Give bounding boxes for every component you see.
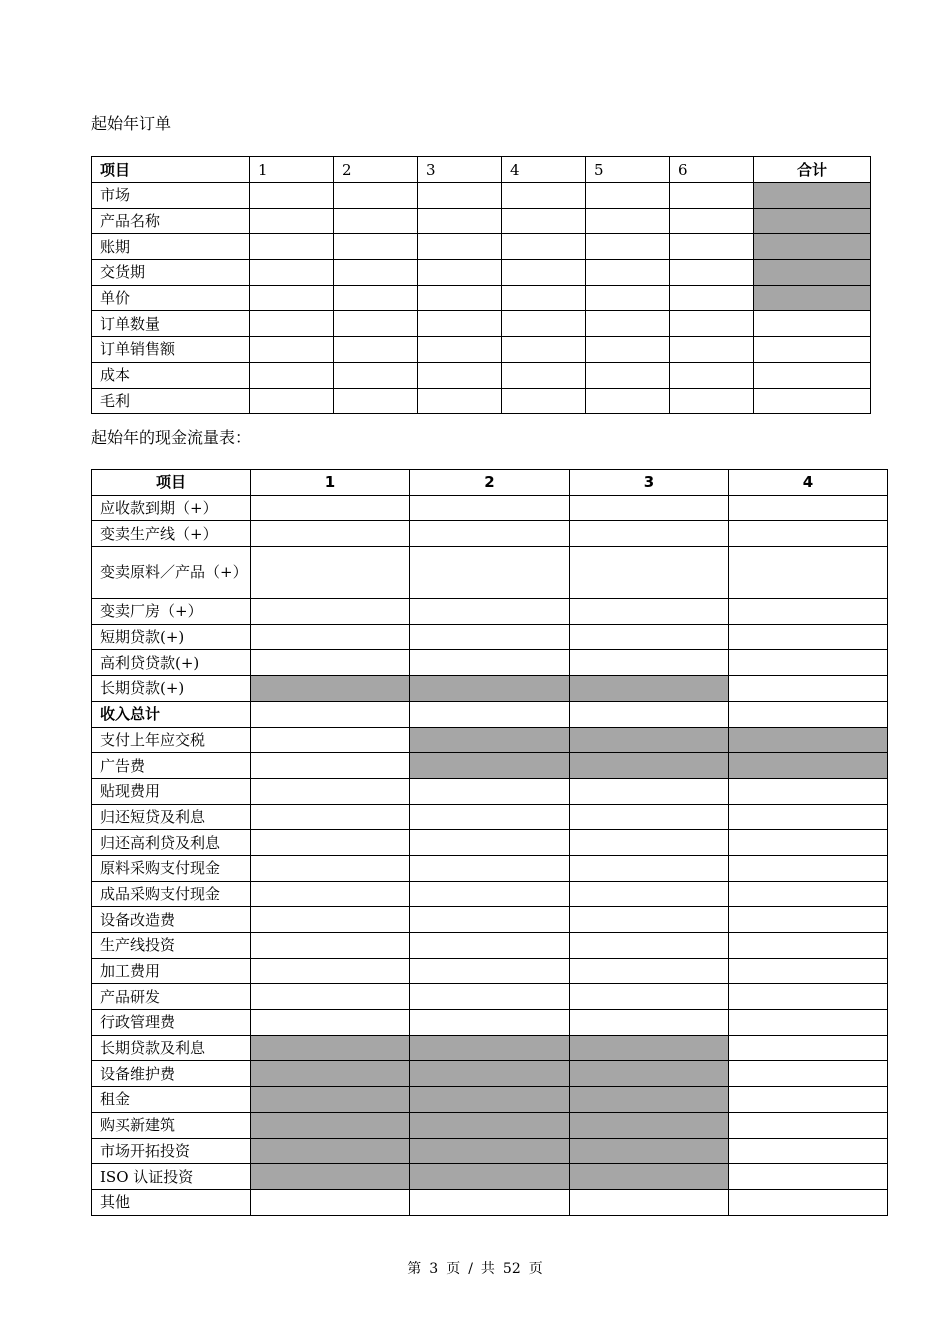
- cash-row: [92, 804, 888, 830]
- cash-cell[interactable]: [729, 1087, 888, 1113]
- orders-row: [92, 234, 871, 260]
- orders-table: [91, 156, 871, 414]
- cash-cell[interactable]: [570, 1010, 729, 1036]
- cash-cell[interactable]: [570, 727, 729, 753]
- orders-cell[interactable]: [670, 362, 754, 388]
- cash-cell[interactable]: [251, 830, 410, 856]
- orders-cell[interactable]: [670, 260, 754, 286]
- cash-cell[interactable]: [570, 624, 729, 650]
- cash-cell[interactable]: [570, 1061, 729, 1087]
- orders-cell[interactable]: [586, 285, 670, 311]
- cash-row-label: 购买新建筑: [92, 1112, 251, 1138]
- cash-cell[interactable]: [570, 1035, 729, 1061]
- orders-row-label: 订单数量: [92, 311, 250, 337]
- cash-row-label: 变卖厂房（+）: [92, 599, 251, 625]
- cash-cell[interactable]: [729, 933, 888, 959]
- cash-cell[interactable]: [729, 624, 888, 650]
- cash-row: [92, 1138, 888, 1164]
- orders-cell[interactable]: [418, 311, 502, 337]
- cash-cell[interactable]: [729, 1138, 888, 1164]
- cash-row-label: 贴现费用: [92, 778, 251, 804]
- cash-cell[interactable]: [729, 804, 888, 830]
- orders-cell[interactable]: [670, 311, 754, 337]
- cash-row: [92, 984, 888, 1010]
- orders-cell[interactable]: [250, 388, 334, 414]
- cash-cell[interactable]: [729, 855, 888, 881]
- orders-cell[interactable]: [334, 285, 418, 311]
- orders-row: [92, 337, 871, 363]
- cash-row: [92, 1010, 888, 1036]
- orders-row: [92, 285, 871, 311]
- cash-row: [92, 599, 888, 625]
- cash-header-cell: 2: [410, 470, 570, 496]
- cash-cell[interactable]: [570, 1189, 729, 1215]
- cash-cell[interactable]: [410, 1112, 570, 1138]
- orders-cell[interactable]: [334, 337, 418, 363]
- orders-header-cell: 合计: [754, 157, 871, 183]
- orders-cell[interactable]: [334, 260, 418, 286]
- cash-cell[interactable]: [251, 1138, 410, 1164]
- cash-cell[interactable]: [729, 1189, 888, 1215]
- orders-cell[interactable]: [502, 311, 586, 337]
- cash-cell[interactable]: [410, 650, 570, 676]
- cash-cell[interactable]: [251, 1164, 410, 1190]
- footer-suffix: 页: [528, 1261, 543, 1277]
- cash-row-label: 广告费: [92, 753, 251, 779]
- cash-cell[interactable]: [410, 727, 570, 753]
- cash-cell[interactable]: [729, 650, 888, 676]
- cash-cell[interactable]: [251, 1087, 410, 1113]
- cash-cell[interactable]: [251, 1035, 410, 1061]
- cash-cell[interactable]: [251, 1010, 410, 1036]
- orders-cell[interactable]: [586, 311, 670, 337]
- cash-header-cell: 项目: [92, 470, 251, 496]
- cash-row: [92, 701, 888, 727]
- orders-cell[interactable]: [334, 234, 418, 260]
- orders-row: [92, 388, 871, 414]
- orders-cell[interactable]: [418, 362, 502, 388]
- cash-cell[interactable]: [570, 804, 729, 830]
- cash-cell[interactable]: [570, 1087, 729, 1113]
- orders-cell[interactable]: [334, 183, 418, 209]
- orders-cell[interactable]: [250, 260, 334, 286]
- cash-row: [92, 650, 888, 676]
- cash-cell[interactable]: [251, 727, 410, 753]
- cash-row: [92, 676, 888, 702]
- cash-row-label: 原料采购支付现金: [92, 855, 251, 881]
- orders-cell[interactable]: [586, 234, 670, 260]
- cash-row-label: 短期贷款(+): [92, 624, 251, 650]
- orders-cell[interactable]: [670, 183, 754, 209]
- cash-cell[interactable]: [251, 778, 410, 804]
- cash-cell[interactable]: [251, 521, 410, 547]
- orders-cell[interactable]: [754, 285, 871, 311]
- cash-header-cell: 4: [729, 470, 888, 496]
- footer-total-prefix: 共: [480, 1261, 495, 1277]
- cash-cell[interactable]: [251, 599, 410, 625]
- cash-cell[interactable]: [251, 1112, 410, 1138]
- cash-row-label: 生产线投资: [92, 933, 251, 959]
- cash-cell[interactable]: [570, 907, 729, 933]
- cash-cell[interactable]: [729, 830, 888, 856]
- cash-cell[interactable]: [410, 753, 570, 779]
- orders-row-label: 成本: [92, 362, 250, 388]
- cash-cell[interactable]: [251, 624, 410, 650]
- cash-cell[interactable]: [251, 855, 410, 881]
- cash-row: [92, 933, 888, 959]
- cash-cell[interactable]: [570, 778, 729, 804]
- orders-cell[interactable]: [502, 362, 586, 388]
- cash-cell[interactable]: [729, 1164, 888, 1190]
- orders-cell[interactable]: [754, 234, 871, 260]
- cash-row: [92, 958, 888, 984]
- cash-row: [92, 881, 888, 907]
- cash-cell[interactable]: [729, 547, 888, 599]
- orders-cell[interactable]: [418, 260, 502, 286]
- footer-total-pages: 52: [502, 1261, 521, 1277]
- orders-cell[interactable]: [586, 183, 670, 209]
- orders-cell[interactable]: [334, 208, 418, 234]
- orders-row-label: 市场: [92, 183, 250, 209]
- orders-row-label: 毛利: [92, 388, 250, 414]
- orders-header-cell: 项目: [92, 157, 250, 183]
- cash-cell[interactable]: [251, 650, 410, 676]
- cash-cell[interactable]: [729, 1035, 888, 1061]
- cash-cell[interactable]: [251, 547, 410, 599]
- orders-row: [92, 208, 871, 234]
- orders-header-cell: 6: [670, 157, 754, 183]
- orders-cell[interactable]: [586, 208, 670, 234]
- cash-cell[interactable]: [410, 1010, 570, 1036]
- orders-cell[interactable]: [754, 337, 871, 363]
- cash-row-label: 市场开拓投资: [92, 1138, 251, 1164]
- cash-cell[interactable]: [410, 547, 570, 599]
- cash-cell[interactable]: [570, 599, 729, 625]
- cash-cell[interactable]: [729, 1061, 888, 1087]
- cash-cell[interactable]: [570, 1138, 729, 1164]
- orders-row: [92, 260, 871, 286]
- cash-cell[interactable]: [410, 1138, 570, 1164]
- cash-cell[interactable]: [410, 701, 570, 727]
- orders-row: [92, 362, 871, 388]
- cash-cell[interactable]: [410, 1035, 570, 1061]
- orders-cell[interactable]: [754, 183, 871, 209]
- cash-row-label: 其他: [92, 1189, 251, 1215]
- footer-page-word: 页: [446, 1261, 461, 1277]
- cash-row: [92, 1189, 888, 1215]
- cash-cell[interactable]: [570, 753, 729, 779]
- cash-row: [92, 547, 888, 599]
- cash-cell[interactable]: [729, 521, 888, 547]
- cash-cell[interactable]: [570, 650, 729, 676]
- cash-cell[interactable]: [729, 1010, 888, 1036]
- cash-header-cell: 1: [251, 470, 410, 496]
- orders-row: [92, 311, 871, 337]
- orders-cell[interactable]: [334, 388, 418, 414]
- cash-cell[interactable]: [729, 676, 888, 702]
- cash-cell[interactable]: [251, 701, 410, 727]
- cash-row: [92, 778, 888, 804]
- orders-cell[interactable]: [334, 311, 418, 337]
- cash-cell[interactable]: [251, 958, 410, 984]
- orders-cell[interactable]: [670, 234, 754, 260]
- cash-cell[interactable]: [251, 804, 410, 830]
- orders-header-row: [92, 157, 871, 183]
- orders-cell[interactable]: [502, 337, 586, 363]
- orders-header-cell: 5: [586, 157, 670, 183]
- cash-cell[interactable]: [410, 676, 570, 702]
- cash-row-label: 归还高利贷及利息: [92, 830, 251, 856]
- orders-cell[interactable]: [754, 388, 871, 414]
- cash-row: [92, 1164, 888, 1190]
- cash-cell[interactable]: [570, 701, 729, 727]
- cash-cell[interactable]: [570, 855, 729, 881]
- cash-cell[interactable]: [729, 1112, 888, 1138]
- cash-cell[interactable]: [570, 1164, 729, 1190]
- cash-cell[interactable]: [410, 804, 570, 830]
- cash-row-label: 租金: [92, 1087, 251, 1113]
- footer-prefix: 第: [407, 1261, 422, 1277]
- cash-row-label: 高利贷贷款(+): [92, 650, 251, 676]
- orders-row-label: 单价: [92, 285, 250, 311]
- orders-cell[interactable]: [586, 388, 670, 414]
- cash-row: [92, 855, 888, 881]
- cash-row-label: 行政管理费: [92, 1010, 251, 1036]
- orders-cell[interactable]: [334, 362, 418, 388]
- orders-row-label: 交货期: [92, 260, 250, 286]
- orders-cell[interactable]: [670, 388, 754, 414]
- cash-cell[interactable]: [729, 881, 888, 907]
- cash-row-label: 产品研发: [92, 984, 251, 1010]
- cash-cell[interactable]: [410, 521, 570, 547]
- cash-cell[interactable]: [729, 599, 888, 625]
- cash-header-row: [92, 470, 888, 496]
- cash-row-label: 变卖生产线（+）: [92, 521, 251, 547]
- orders-header-cell: 2: [334, 157, 418, 183]
- cash-cell[interactable]: [251, 676, 410, 702]
- orders-cell[interactable]: [502, 183, 586, 209]
- cash-cell[interactable]: [570, 984, 729, 1010]
- cash-cell[interactable]: [410, 958, 570, 984]
- orders-cell[interactable]: [418, 208, 502, 234]
- orders-cell[interactable]: [418, 388, 502, 414]
- cash-cell[interactable]: [251, 1061, 410, 1087]
- orders-cell[interactable]: [670, 285, 754, 311]
- orders-row-label: 订单销售额: [92, 337, 250, 363]
- cash-row: [92, 1061, 888, 1087]
- cash-cell[interactable]: [410, 1164, 570, 1190]
- cash-cell[interactable]: [251, 495, 410, 521]
- orders-cell[interactable]: [418, 183, 502, 209]
- cash-row-label: 应收款到期（+）: [92, 495, 251, 521]
- cash-cell[interactable]: [729, 701, 888, 727]
- cash-flow-title: 起始年的现金流量表：: [91, 428, 252, 447]
- cash-cell[interactable]: [729, 984, 888, 1010]
- cash-cell[interactable]: [410, 778, 570, 804]
- cash-cell[interactable]: [251, 933, 410, 959]
- orders-cell[interactable]: [502, 234, 586, 260]
- cash-cell[interactable]: [729, 727, 888, 753]
- orders-cell[interactable]: [502, 260, 586, 286]
- cash-cell[interactable]: [251, 907, 410, 933]
- cash-row: [92, 1087, 888, 1113]
- cash-cell[interactable]: [570, 676, 729, 702]
- orders-cell[interactable]: [670, 337, 754, 363]
- orders-cell[interactable]: [418, 234, 502, 260]
- cash-cell[interactable]: [251, 1189, 410, 1215]
- cash-row: [92, 907, 888, 933]
- orders-row-label: 产品名称: [92, 208, 250, 234]
- orders-cell[interactable]: [586, 362, 670, 388]
- cash-row: [92, 727, 888, 753]
- cash-cell[interactable]: [570, 1112, 729, 1138]
- cash-cell[interactable]: [410, 495, 570, 521]
- orders-cell[interactable]: [586, 260, 670, 286]
- orders-cell[interactable]: [250, 337, 334, 363]
- cash-cell[interactable]: [410, 830, 570, 856]
- cash-cell[interactable]: [410, 1061, 570, 1087]
- cash-cell[interactable]: [410, 1087, 570, 1113]
- orders-cell[interactable]: [502, 388, 586, 414]
- cash-cell[interactable]: [410, 984, 570, 1010]
- orders-cell[interactable]: [754, 362, 871, 388]
- orders-cell[interactable]: [754, 208, 871, 234]
- cash-cell[interactable]: [729, 753, 888, 779]
- orders-cell[interactable]: [418, 285, 502, 311]
- cash-cell[interactable]: [729, 778, 888, 804]
- cash-header-cell: 3: [570, 470, 729, 496]
- cash-row: [92, 753, 888, 779]
- orders-cell[interactable]: [250, 311, 334, 337]
- cash-cell[interactable]: [410, 1189, 570, 1215]
- orders-cell[interactable]: [250, 362, 334, 388]
- cash-row-label: 支付上年应交税: [92, 727, 251, 753]
- cash-cell[interactable]: [729, 907, 888, 933]
- orders-cell[interactable]: [754, 311, 871, 337]
- cash-row-label: 加工费用: [92, 958, 251, 984]
- cash-cell[interactable]: [729, 958, 888, 984]
- orders-cell[interactable]: [502, 208, 586, 234]
- cash-cell[interactable]: [570, 958, 729, 984]
- cash-cell[interactable]: [410, 933, 570, 959]
- orders-cell[interactable]: [754, 260, 871, 286]
- cash-row-label: 归还短贷及利息: [92, 804, 251, 830]
- cash-row: [92, 624, 888, 650]
- cash-cell[interactable]: [570, 547, 729, 599]
- cash-row-label: 长期贷款(+): [92, 676, 251, 702]
- cash-row-label: 成品采购支付现金: [92, 881, 251, 907]
- cash-cell[interactable]: [570, 830, 729, 856]
- orders-header-cell: 1: [250, 157, 334, 183]
- cash-flow-table: [91, 469, 888, 1216]
- orders-header-cell: 3: [418, 157, 502, 183]
- cash-row: [92, 1112, 888, 1138]
- orders-cell[interactable]: [250, 183, 334, 209]
- cash-cell[interactable]: [570, 933, 729, 959]
- cash-cell[interactable]: [570, 521, 729, 547]
- orders-cell[interactable]: [250, 208, 334, 234]
- cash-cell[interactable]: [251, 753, 410, 779]
- footer-current-page: 3: [429, 1261, 439, 1277]
- cash-cell[interactable]: [410, 855, 570, 881]
- cash-row-label: 设备改造费: [92, 907, 251, 933]
- cash-row: [92, 830, 888, 856]
- footer-separator: /: [468, 1261, 473, 1277]
- cash-cell[interactable]: [410, 624, 570, 650]
- cash-cell[interactable]: [251, 984, 410, 1010]
- orders-header-cell: 4: [502, 157, 586, 183]
- cash-row-label: 设备维护费: [92, 1061, 251, 1087]
- orders-row-label: 账期: [92, 234, 250, 260]
- cash-cell[interactable]: [410, 907, 570, 933]
- cash-row-label: 变卖原料／产品（+）: [92, 547, 251, 599]
- orders-title: 起始年订单: [91, 114, 172, 133]
- orders-cell[interactable]: [586, 337, 670, 363]
- orders-cell[interactable]: [418, 337, 502, 363]
- cash-cell[interactable]: [570, 495, 729, 521]
- orders-row: [92, 183, 871, 209]
- cash-row: [92, 495, 888, 521]
- orders-cell[interactable]: [502, 285, 586, 311]
- cash-cell[interactable]: [729, 495, 888, 521]
- cash-cell[interactable]: [251, 881, 410, 907]
- orders-cell[interactable]: [670, 208, 754, 234]
- cash-row: [92, 1035, 888, 1061]
- cash-row-label: 长期贷款及利息: [92, 1035, 251, 1061]
- orders-cell[interactable]: [250, 285, 334, 311]
- cash-cell[interactable]: [570, 881, 729, 907]
- cash-row-label: ISO 认证投资: [92, 1164, 251, 1190]
- cash-cell[interactable]: [410, 599, 570, 625]
- orders-cell[interactable]: [250, 234, 334, 260]
- cash-row-label: 收入总计: [92, 701, 251, 727]
- cash-cell[interactable]: [410, 881, 570, 907]
- cash-row: [92, 521, 888, 547]
- page-footer: [0, 1260, 950, 1278]
